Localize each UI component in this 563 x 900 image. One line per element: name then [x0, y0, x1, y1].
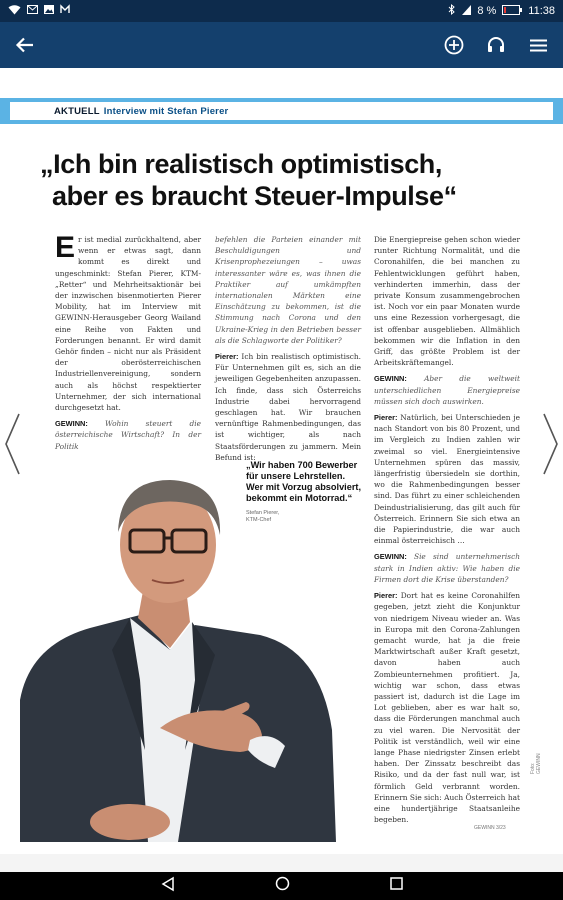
previous-page-chevron-icon[interactable]: [3, 412, 21, 476]
magazine-page[interactable]: [0, 68, 563, 872]
article-column-2: [215, 234, 361, 468]
article-headline: [40, 148, 540, 212]
answer-3: [374, 590, 520, 825]
intro-paragraph: [55, 231, 201, 413]
question-label: GEWINN:: [374, 552, 407, 562]
nav-back-icon[interactable]: [161, 877, 175, 896]
status-bar: [0, 0, 563, 22]
hamburger-menu-icon[interactable]: [525, 32, 551, 58]
app-toolbar: [0, 22, 563, 68]
page-bottom-margin: [0, 854, 563, 872]
article-column-3: [374, 234, 520, 825]
pull-quote-text: „Wir haben 700 Bewerber für unsere Lehrstellen. Wer mit Vorzug absolviert, bekommt ein Motorrad.“: [246, 460, 362, 503]
answer-1-continued: Die Energiepreise gehen schon wieder runter Richtung Normalität, und die Coronahilfen, die bei manchen zu Fehlentwicklungen geführt haben, verhinderten immerhin, dass der private Konsum zusammengebrochen ist. Noch vor ein paar Monaten wurde uns eine Rezession vorhergesagt, die ist offenbar ausgeblieben. Allmählich bekommen wir die Inflation in den Griff, das größte Problem ist der Arbeitskräftemangel.: [374, 235, 520, 368]
section-kicker: AKTUELL: [54, 105, 100, 117]
photo-credit: Foto: GEWINN: [530, 753, 542, 774]
nav-home-icon[interactable]: [275, 876, 290, 896]
pull-quote: [246, 460, 364, 524]
question-label: GEWINN:: [374, 374, 407, 384]
bluetooth-icon: [448, 4, 456, 18]
message-icon: [27, 5, 38, 17]
section-title: Interview mit Stefan Pierer: [103, 105, 229, 117]
headphones-icon[interactable]: [483, 32, 509, 58]
headline-line-1: „Ich bin realistisch optimistisch,: [40, 149, 442, 179]
signal-icon: [462, 5, 471, 18]
question-1-start: [55, 418, 201, 452]
answer-text: Dort hat es keine Coronahilfen gegeben, jetzt zieht die Konjunktur von niedrigem Niveau wieder an. Was in Europa mit den Corona-Zahlungen gemacht wurde, hat ja die freie Marktwirtschaft außer Kraft gesetzt, davon haben auch Zombieunternehmen profitiert. Ja, wichtig war schon, dass etwas passiert ist, dadurch ist die Lage im Lot geblieben, aber es war halt so, dass die Förderungen manchmal auch zu viel waren. Die Nervosität der Politik ist verständlich, weil wir eine lange Phase niedrigster Zinsen erlebt haben. Der Zinssatz beschreibt das Risiko, und da der fast null war, ist förmlich Geld verbrannt worden. Erinnern Sie sich: Auch Österreich hat eine hundertjährige Staatsanleihe begeben.: [374, 591, 520, 825]
battery-icon: [502, 5, 522, 18]
nav-recents-icon[interactable]: [390, 877, 403, 895]
clock: 11:38: [528, 5, 555, 17]
pull-quote-name: Stefan Pierer,: [246, 510, 280, 516]
system-navigation-bar: [0, 872, 563, 900]
page-footer: GEWINN 3/23: [474, 825, 506, 831]
question-1-continued: befehlen die Parteien einander mit Beschuldigungen und Krisenprophezeiungen – uwas interessanter wäre es, was ihnen die Praktiker auf umkämpften internationalen Märkten eine Einschätzung zu bekommen, ist die Stimmung nach Corona und den Ukraine-Krieg in den Betrieben besser als die Schlagworte der Politiker?: [215, 235, 361, 345]
pull-quote-role: KTM-Chef: [246, 517, 272, 523]
wifi-icon: [8, 5, 21, 18]
headline-line-2: aber es braucht Steuer-Impulse“: [52, 181, 457, 211]
intro-text: r ist medial zurückhaltend, aber wenn er etwas sagt, dann kommt es direkt und ungeschminkt: Stefan Pierer, KTM-„Retter“ und Mehrheitsaktionär bei der inzwischen bisenmotierten Pierer Mobility, hat im Interview mit GEWINN-Herausgeber Georg Wailand eine Reihe von Fakten und Forderungen benannt. Er wird damit Gehör finden – nicht nur als Präsident der oberösterreichischen Industriellenvereinigung, sondern auch als höchst respektierter Unternehmer, der sich international durchgesetzt hat.: [55, 235, 201, 413]
battery-percent: 8 %: [477, 5, 497, 17]
add-circle-icon[interactable]: [441, 32, 467, 58]
question-text: Aber die weltweit unterschiedlichen Energiepreise müssen sich doch auswirken.: [374, 374, 520, 406]
question-3: [374, 551, 520, 585]
answer-label: Pierer:: [374, 591, 398, 601]
notification-m-icon: [60, 5, 70, 17]
drop-cap: E: [55, 231, 76, 264]
answer-label: Pierer:: [215, 352, 239, 362]
question-2: [374, 373, 520, 407]
next-page-chevron-icon[interactable]: [542, 412, 560, 476]
answer-text: Ich bin realistisch optimistisch. Für Unternehmen gilt es, sich an die jeweiligen Gegebenheiten anzupassen. Ich finde, dass sich Österreichs Industrie dabei hervorragend geschlagen hat. Wir brauchen vernünftige Rahmenbedingungen, das ist wichtiger, als nach Staatsförderungen zu jammern. Mein Befund ist:: [215, 352, 361, 462]
section-label: [10, 102, 553, 120]
answer-2: [374, 412, 520, 546]
gallery-icon: [44, 5, 54, 17]
section-strip: [0, 98, 563, 124]
question-text: Sie sind unternehmerisch stark in Indien aktiv: Wie haben die Firmen dort die Krise überstanden?: [374, 552, 520, 584]
answer-1: [215, 351, 361, 463]
question-text: Wohin steuert die österreichische Wirtschaft? In der Politik: [55, 419, 201, 451]
back-arrow-icon[interactable]: [12, 32, 38, 58]
question-label: GEWINN:: [55, 419, 88, 429]
answer-text: Natürlich, bei Unterschieden je nach Standort von bis 80 Prozent, und im Vergleich zu Indien zahlen wir zweimal so viel. Energieintensive Unternehmen spüren das massiv, längerfristig übersiedeln sie dorthin, wo die Rahmenbedingungen besser sind. Das führt zu einer schleichenden Deindustrialisierung, das gilt auch für Österreich. Erinnern Sie sich etwa an die Papierindustrie, die war auch einmal österreichisch …: [374, 413, 520, 546]
article-column-1: [55, 231, 201, 457]
pull-quote-source: [246, 510, 364, 524]
answer-label: Pierer:: [374, 413, 398, 423]
